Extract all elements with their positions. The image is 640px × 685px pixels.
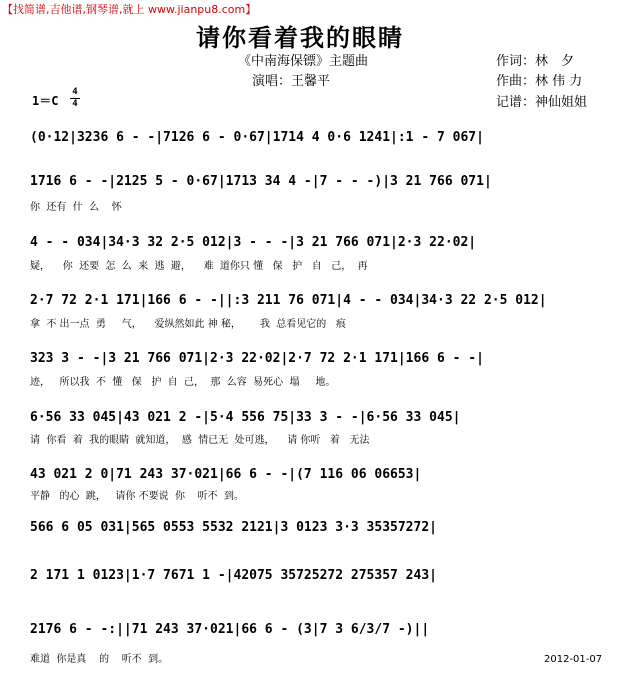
music-line: 323 3 - -|3 21 766 071|2·3 22·02|2·7 72 2·1 171|166 6 - -| bbox=[30, 351, 484, 366]
lyricist-credit: 作词：林 夕 bbox=[496, 54, 575, 69]
music-line: 6·56 33 045|43 021 2 -|5·4 556 75|33 3 - -|6·56 33 045| bbox=[30, 410, 461, 425]
music-line: 4 - - 034|34·3 32 2·5 012|3 - - -|3 21 766 071|2·3 22·02| bbox=[30, 235, 477, 250]
transcription-date: 2012-01-07 bbox=[544, 654, 603, 665]
lyric-line: 难道 你是真 的 听不 到。 bbox=[30, 654, 169, 665]
song-title: 请你看着我的眼睛 bbox=[196, 23, 404, 52]
transcriber-credit: 记谱：神仙姐姐 bbox=[496, 95, 588, 110]
key-signature: 1＝C bbox=[32, 94, 59, 108]
music-line: (0·12|3236 6 - -|7126 6 - 0·67|1714 4 0·6 1241|:1 - 7 067| bbox=[30, 130, 484, 145]
lyric-line: 拿 不 出一点 勇 气， 爱纵然如此 神 秘， 我 总看见它的 痕 bbox=[30, 319, 346, 330]
lyric-line: 平静 的心 跳， 请你 不要说 你 听不 到。 bbox=[30, 491, 245, 502]
lyric-line: 疑， 你 还要 怎 么 来 逃 避， 难 道你只 懂 保 护 自 己， 再 bbox=[30, 261, 368, 272]
lyric-line bbox=[30, 540, 610, 556]
music-line: 1716 6 - -|2125 5 - 0·67|1713 34 4 -|7 - - -)|3 21 766 071| bbox=[30, 174, 492, 189]
site-banner: 【找简谱,吉他谱,钢琴谱,就上 www.jianpu8.com】 bbox=[2, 3, 257, 16]
time-bottom: 4 bbox=[72, 99, 78, 109]
music-line: 2 171 1 0123|1·7 7671 1 -|42075 35725272 275357 243| bbox=[30, 568, 437, 583]
time-signature bbox=[70, 88, 80, 109]
music-line: 2176 6 - -:||71 243 37·021|66 6 - (3|7 3 6/3/7 -)|| bbox=[30, 622, 430, 637]
subtitle: 《中南海保镖》主题曲 bbox=[238, 54, 369, 69]
lyric-line: 请 你看 着 我的眼睛 就知道， 感 情已无 处可逃， 请 你听 着 无法 bbox=[30, 435, 370, 446]
lyric-line bbox=[30, 590, 610, 606]
music-line: 43 021 2 0|71 243 37·021|66 6 - -|(7 116 06 06653| bbox=[30, 467, 422, 482]
composer-credit: 作曲：林 伟 力 bbox=[496, 74, 583, 89]
music-line: 566 6 05 031|565 0553 5532 2121|3 0123 3·3 35357272| bbox=[30, 520, 437, 535]
music-line: 2·7 72 2·1 171|166 6 - -||:3 211 76 071|4 - - 034|34·3 22 2·5 012| bbox=[30, 293, 547, 308]
lyric-line: 你 还有 什 么 怀 bbox=[30, 202, 122, 213]
lyric-line: 迹， 所以我 不 懂 保 护 自 己， 那 么容 易死心 塌 地。 bbox=[30, 377, 336, 388]
singer-credit: 演唱：王馨平 bbox=[252, 74, 331, 89]
time-top: 4 bbox=[72, 87, 78, 97]
lyric-line bbox=[30, 150, 610, 166]
